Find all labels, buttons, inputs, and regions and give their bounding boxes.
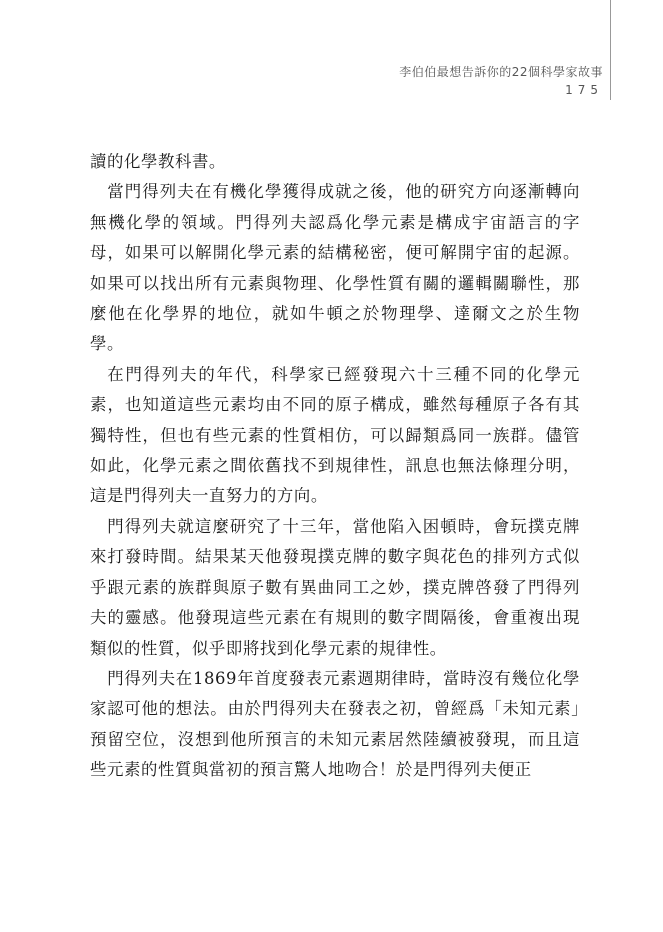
running-header [399,63,603,99]
header-divider [610,0,611,100]
book-title: 李伯伯最想告訴你的22個科學家故事 [399,65,603,79]
paragraph: 門得列夫就這麼研究了十三年，當他陷入困頓時，會玩撲克牌來打發時間。結果某天他發現撲克牌的數字與花色的排列方式似乎跟元素的族群與原子數有異曲同工之妙，撲克牌啓發了門得列夫的靈感。他發現這些元素在有規則的數字間隔後，會重複出現類似的性質，似乎即將找到化學元素的規律性。 [90,516,580,658]
paragraph: 在門得列夫的年代，科學家已經發現六十三種不同的化學元素，也知道這些元素均由不同的原子構成，雖然每種原子各有其獨特性，但也有些元素的性質相仿，可以歸類爲同一族群。儘管如此，化學元素之間依舊找不到規律性，訊息也無法條理分明，這是門得列夫一直努力的方向。 [90,364,580,506]
paragraph: 門得列夫在1869年首度發表元素週期律時，當時沒有幾位化學家認可他的想法。由於門得列夫在發表之初，曾經爲「未知元素」預留空位，沒想到他所預言的未知元素居然陸續被發現，而且這些元素的性質與當初的預言驚人地吻合！於是門得列夫便正 [90,668,580,780]
paragraph-continued: 讀的化學教科書。 [90,152,226,171]
page-number: 175 [565,83,603,97]
paragraph: 當門得列夫在有機化學獲得成就之後，他的研究方向逐漸轉向無機化學的領域。門得列夫認爲化學元素是構成宇宙語言的字母，如果可以解開化學元素的結構秘密，便可解開宇宙的起源。如果可以找出所有元素與物理、化學性質有關的邏輯關聯性，那麼他在化學界的地位，就如牛頓之於物理學、達爾文之於生物學。 [90,182,580,354]
body-text [90,147,580,786]
